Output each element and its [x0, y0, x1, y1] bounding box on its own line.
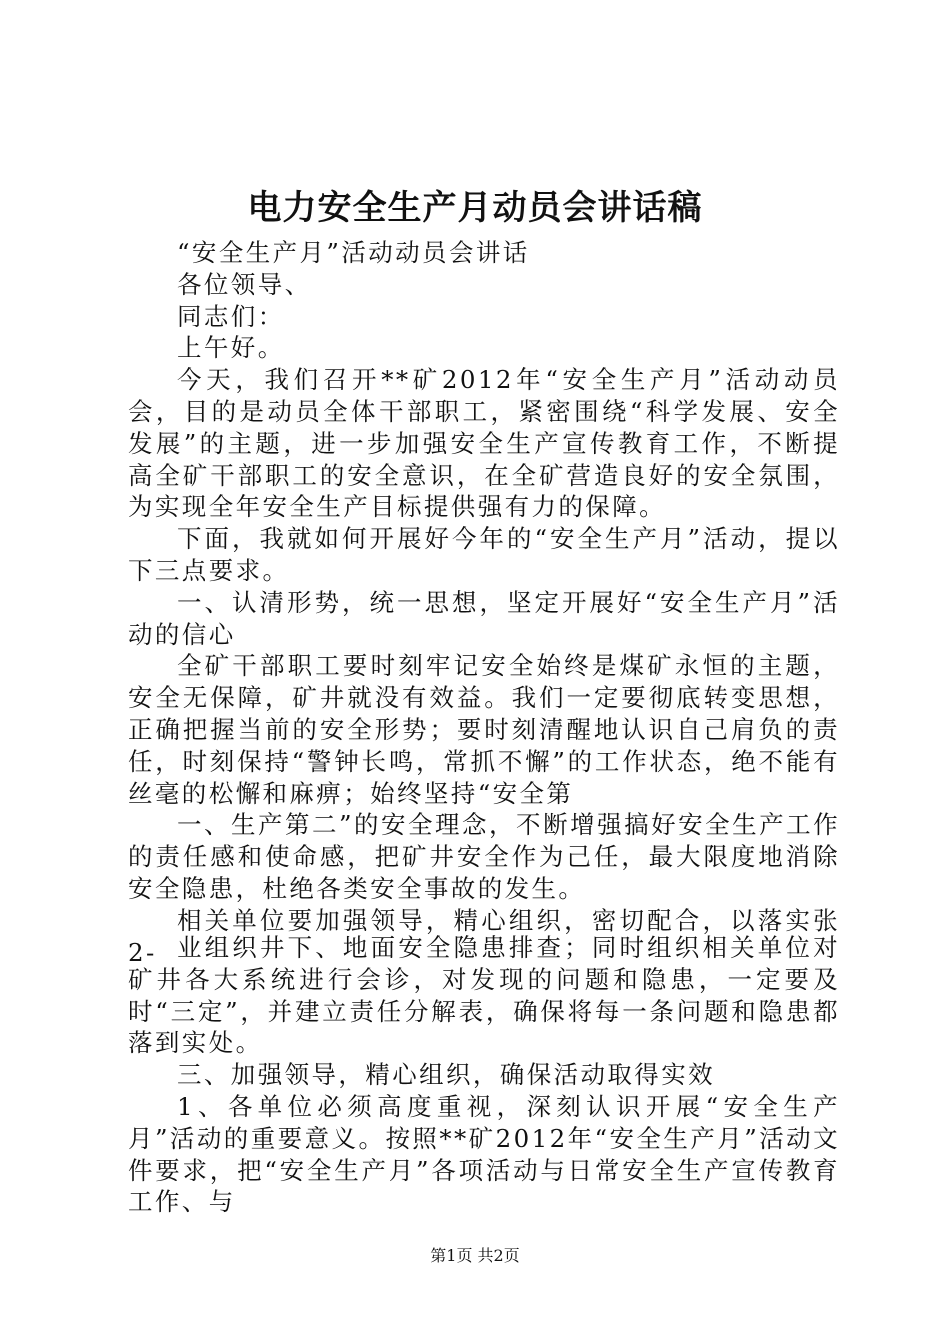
- paragraph-salutation-comrades: 同志们：: [177, 301, 285, 331]
- paragraph-section-three-heading: 三、加强领导，精心组织，确保活动取得实效: [177, 1060, 715, 1090]
- paragraph-salutation-leaders: 各位领导、: [177, 269, 312, 299]
- paragraph-item-one: 1、各单位必须高度重视，深刻认识开展“安全生产月”活动的重要意义。按照**矿2012年“安全生产月”活动文件要求，把“安全生产月”各项活动与日常安全生产宣传教育工作、与: [128, 1091, 840, 1217]
- paragraph-safety-concept: 一、生产第二”的安全理念，不断增强搞好安全生产工作的责任感和使命感，把矿井安全作为己任，最大限度地消除安全隐患，杜绝各类安全事故的发生。: [128, 810, 840, 903]
- paragraph-section-one-heading: 一、认清形势，统一思想，坚定开展好“安全生产月”活动的信心: [128, 587, 840, 649]
- page-number-footer: 第1页 共2页: [430, 1246, 520, 1265]
- document-title: 电力安全生产月动员会讲话稿: [247, 188, 703, 228]
- paragraph-safety-awareness: 全矿干部职工要时刻牢记安全始终是煤矿永恒的主题，安全无保障，矿井就没有效益。我们一定要彻底转变思想，正确把握当前的安全形势；要时刻清醒地认识自己肩负的责任，时刻保持“警钟长鸣，常抓不懈”的工作状态，绝不能有丝毫的松懈和麻痹；始终坚持“安全第: [128, 651, 840, 808]
- document-body-lower: [128, 932, 840, 1218]
- paragraph-purpose: 今天，我们召开**矿2012年“安全生产月”活动动员会，目的是动员全体干部职工，紧密围绕“科学发展、安全发展”的主题，进一步加强安全生产宣传教育工作，不断提高全矿干部职工的安全意识，在全矿营造良好的安全氛围，为实现全年安全生产目标提供强有力的保障。: [128, 365, 840, 522]
- paragraph-speech-heading: “安全生产月”活动动员会讲话: [177, 238, 530, 267]
- paragraph-requirements-intro: 下面，我就如何开展好今年的“安全生产月”活动，提以下三点要求。: [128, 524, 840, 585]
- paragraph-greeting: 上午好。: [177, 333, 285, 363]
- paragraph-hazard-inspection: 业组织井下、地面安全隐患排查；同时组织相关单位对矿井各大系统进行会诊，对发现的问题和隐患，一定要及时“三定”，并建立责任分解表，确保将每一条问题和隐患都落到实处。: [128, 933, 840, 1058]
- document-body-upper: [128, 237, 840, 968]
- paragraph-units-leadership: 相关单位要加强领导，精心组织，密切配合，以落实张2-: [128, 905, 840, 967]
